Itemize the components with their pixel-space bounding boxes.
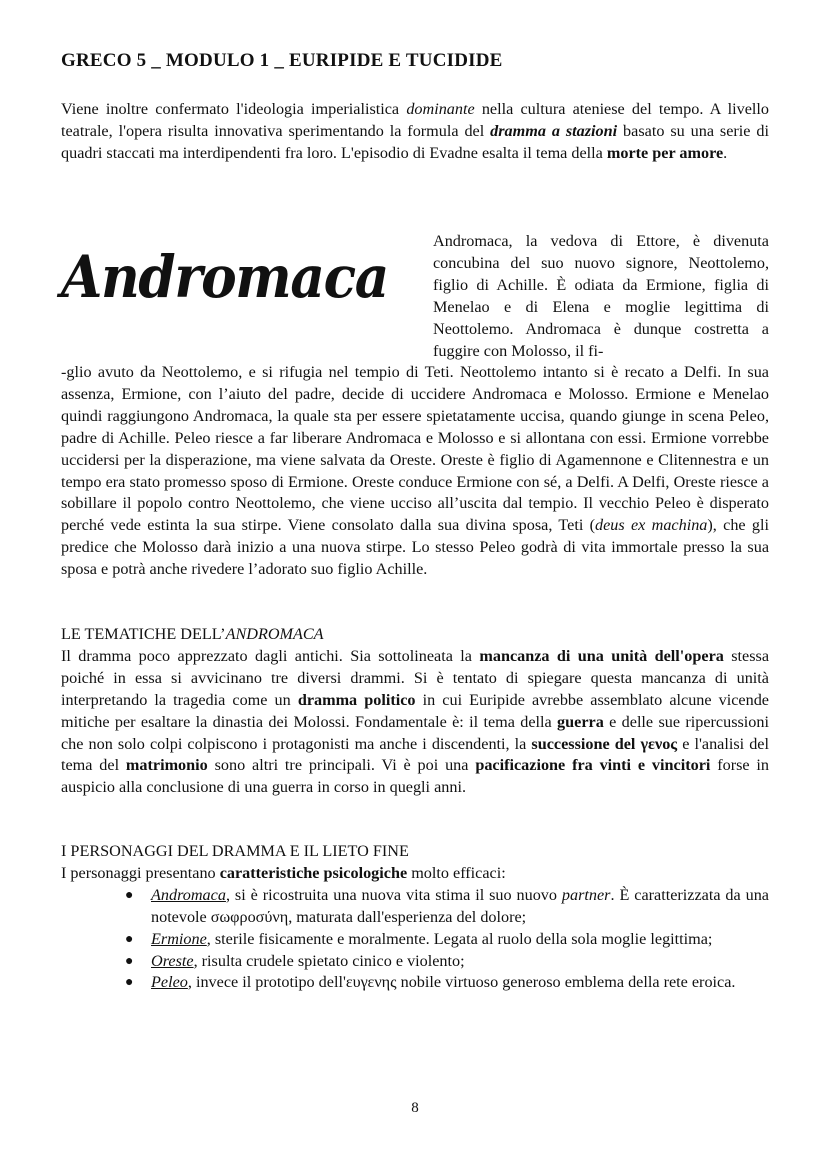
bullet-icon: ● <box>125 975 134 991</box>
personaggi-intro-bold: caratteristiche psicologiche <box>219 863 408 882</box>
intro-text-1: Viene inoltre confermato l'ideologia imperialistica <box>61 100 407 118</box>
andromaca-plot-text <box>61 362 769 581</box>
character-name: Ermione <box>151 929 207 948</box>
andromaca-side-text: Andromaca, la vedova di Ettore, è divenuta concubina del suo nuovo signore, Neottolemo, figlio di Achille. È odiata da Ermione, figlia di Menelao e di Elena e moglie legittima di Neottolemo. Andromaca è dunque costretta a fuggire con Molosso, il fi- <box>433 232 769 360</box>
intro-text-2: nella cultura ateniese del tempo. A livello teatrale, l'opera risulta innovativa sperimentando la formula del <box>61 100 770 140</box>
intro-bold-morte-per-amore: morte per amore <box>606 143 724 162</box>
intro-bold-dramma-a-stazioni: dramma a stazioni <box>490 121 618 140</box>
character-desc: , risulta crudele spietato cinico e violento; <box>193 951 465 970</box>
bullet-icon: ● <box>125 887 134 903</box>
tematiche-heading-text: LE TEMATICHE DELL’ <box>61 625 226 643</box>
personaggi-intro <box>61 863 769 885</box>
character-name: Oreste <box>151 951 194 970</box>
tematiche-text: sono altri tre principali. Vi è poi una <box>207 756 476 775</box>
tematiche-text: e l'analisi del tema del <box>61 734 769 775</box>
character-desc: , si è ricostruita una nuova vita stima il suo nuovo <box>225 885 562 904</box>
tematiche-text: forse in auspicio alla conclusione di una guerra in corso in quegli anni. <box>61 756 770 797</box>
tematiche-bold: guerra <box>557 712 604 731</box>
tematiche-text: in cui Euripide avrebbe assemblato alcune vicende mitiche per esaltare la dinastia dei Molossi. Fondamentale è: il tema della <box>61 690 769 731</box>
character-desc-emphasis: partner <box>561 885 611 904</box>
tematiche-text: e delle sue ripercussioni che non solo colpi colpiscono i protagonisti ma anche i discendenti, la <box>61 712 769 753</box>
intro-text-4: . <box>723 143 728 162</box>
page-title: GRECO 5 _ MODULO 1 _ EURIPIDE E TUCIDIDE <box>61 50 503 71</box>
tematiche-text: stessa poiché in essa si avvicinano tre diversi drammi. Si è tentato di spiegare questa mancanza di unità interpretando la tragedia come un <box>61 646 770 709</box>
personaggi-heading: I PERSONAGGI DEL DRAMMA E IL LIETO FINE <box>61 842 409 860</box>
tematiche-bold: pacificazione fra vinti e vincitori <box>475 756 711 775</box>
page-number: 8 <box>411 1100 419 1116</box>
personaggi-section <box>61 841 769 994</box>
bullet-icon: ● <box>125 953 134 969</box>
personaggi-list <box>61 885 769 995</box>
plot-text-a: -glio avuto da Neottolemo, e si rifugia nel tempio di Teti. Neottolemo intanto si è recato a Delfi. In sua assenza, Ermione, con l’aiuto del padre, decide di uccidere Andromaca e Molosso. Ermione e Menelao quindi raggiungono Andromaca, la quale sta per essere spietatamente uccisa, quando giunge in scena Peleo, padre di Achille. Peleo riesce a far liberare Andromaca e Molosso e si allontana con essi. Ermione vorrebbe uccidersi per la disperazione, ma viene salvata da Oreste. Oreste è figlio di Agamennone e Clitennestra e un tempo era stato promesso sposo di Ermione. Oreste conduce Ermione con sé, a Delfi. A Delfi, Oreste riesce a sobillare il popolo contro Neottolemo, che viene ucciso all’uscita dal tempio. Il vecchio Peleo è disperato perché vede estinta la sua stirpe. Viene consolato dalla sua divina sposa, Teti ( <box>61 363 769 535</box>
list-item <box>125 972 769 994</box>
intro-paragraph <box>61 99 769 165</box>
list-item <box>125 929 769 951</box>
andromaca-title-logo <box>61 237 406 317</box>
personaggi-intro-text: molto efficaci: <box>407 863 506 882</box>
personaggi-intro-text: I personaggi presentano <box>61 863 220 882</box>
tematiche-heading-emphasis: ANDROMACA <box>225 625 324 643</box>
tematiche-section <box>61 624 769 799</box>
intro-emphasis-dominante: dominante <box>406 100 475 118</box>
tematiche-paragraph <box>61 646 769 799</box>
tematiche-bold: matrimonio <box>125 756 208 775</box>
character-name: Peleo <box>151 973 188 992</box>
plot-text-b: ), che gli predice che Molosso darà inizio a una nuova stirpe. Lo stesso Peleo godrà di vita immortale presso la sua sposa e potrà anche rivedere l’adorato suo figlio Achille. <box>61 516 769 579</box>
tematiche-bold: mancanza di una unità dell'opera <box>479 646 724 665</box>
intro-text-3: basato su una serie di quadri staccati ma interdipendenti fra loro. L'episodio di Evadne esalta il tema della <box>61 121 769 162</box>
list-item <box>125 951 769 973</box>
tematiche-bold: successione del γενος <box>531 734 678 753</box>
character-desc: , invece il prototipo dell'ευγενης nobile virtuoso generoso emblema della rete eroica. <box>187 973 736 992</box>
tematiche-bold: dramma politico <box>297 690 416 709</box>
andromaca-logo-text: Andromaca <box>61 243 388 311</box>
tematiche-text: Il dramma poco apprezzato dagli antichi. Sia sottolineata la <box>61 646 480 665</box>
plot-emphasis-deus-ex-machina: deus ex machina <box>595 516 708 535</box>
bullet-icon: ● <box>125 931 134 947</box>
character-name: Andromaca <box>151 885 226 904</box>
character-desc: , sterile fisicamente e moralmente. Legata al ruolo della sola moglie legittima; <box>206 929 713 948</box>
list-item <box>125 885 769 929</box>
character-desc: . È caratterizzata da una notevole σωφροσύνη, maturata dall'esperienza del dolore; <box>151 885 769 926</box>
tematiche-heading <box>61 624 769 646</box>
